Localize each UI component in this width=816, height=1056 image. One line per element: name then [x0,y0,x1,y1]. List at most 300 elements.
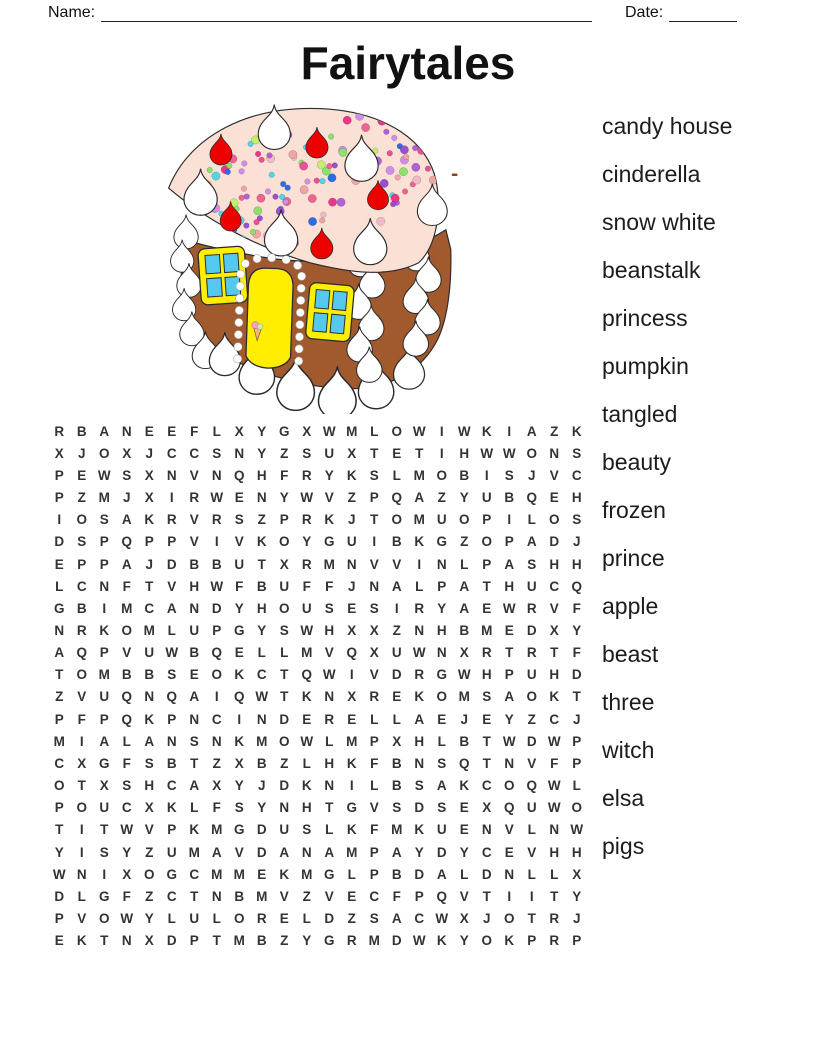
grid-letter[interactable]: M [211,866,223,882]
grid-letter[interactable]: H [549,844,560,860]
grid-letter[interactable]: W [502,445,516,461]
grid-letter[interactable]: Y [257,800,267,816]
grid-letter[interactable]: O [458,512,470,528]
grid-letter[interactable]: C [189,866,200,882]
grid-letter[interactable]: S [527,556,537,572]
grid-letter[interactable]: H [144,778,155,794]
grid-letter[interactable]: O [436,467,447,483]
grid-letter[interactable]: R [324,711,335,727]
grid-letter[interactable]: L [325,822,334,838]
grid-letter[interactable]: J [145,445,153,461]
grid-letter[interactable]: M [346,733,358,749]
grid-letter[interactable]: M [458,689,470,705]
grid-letter[interactable]: V [77,689,87,705]
grid-letter[interactable]: D [279,711,290,727]
grid-letter[interactable]: K [459,778,470,794]
grid-letter[interactable]: K [144,512,155,528]
grid-letter[interactable]: P [189,933,199,949]
grid-letter[interactable]: D [481,866,492,882]
grid-letter[interactable]: E [482,711,492,727]
grid-letter[interactable]: G [323,866,335,882]
grid-letter[interactable]: B [459,467,470,483]
grid-letter[interactable]: B [256,755,267,771]
grid-letter[interactable]: D [324,911,335,927]
grid-letter[interactable]: C [144,600,155,616]
grid-letter[interactable]: B [76,600,87,616]
grid-letter[interactable]: A [279,844,290,860]
grid-letter[interactable]: T [370,512,379,528]
grid-letter[interactable]: Y [572,888,582,904]
grid-letter[interactable]: S [234,800,244,816]
grid-letter[interactable]: X [302,423,312,439]
grid-letter[interactable]: I [214,534,219,550]
grid-letter[interactable]: D [414,800,425,816]
grid-letter[interactable]: A [99,733,110,749]
grid-letter[interactable]: I [102,866,107,882]
grid-letter[interactable]: S [302,822,312,838]
grid-letter[interactable]: G [53,600,65,616]
grid-letter[interactable]: P [482,512,492,528]
grid-letter[interactable]: K [256,534,267,550]
grid-letter[interactable]: J [347,578,356,594]
grid-letter[interactable]: J [572,711,581,727]
grid-letter[interactable]: E [392,689,402,705]
grid-letter[interactable]: L [370,423,379,439]
grid-letter[interactable]: E [167,423,177,439]
grid-letter[interactable]: Q [233,689,245,705]
grid-letter[interactable]: J [460,711,468,727]
grid-letter[interactable]: O [76,667,87,683]
grid-letter[interactable]: L [370,778,379,794]
grid-letter[interactable]: L [550,866,559,882]
grid-letter[interactable]: I [484,467,489,483]
grid-letter[interactable]: O [278,600,290,616]
grid-letter[interactable]: D [166,556,177,572]
grid-letter[interactable]: A [211,844,222,860]
grid-letter[interactable]: P [144,534,154,550]
grid-letter[interactable]: C [166,888,177,904]
grid-letter[interactable]: W [300,490,314,506]
grid-letter[interactable]: O [233,911,245,927]
grid-letter[interactable]: R [414,667,425,683]
grid-letter[interactable]: T [257,556,266,572]
grid-letter[interactable]: G [98,888,110,904]
grid-letter[interactable]: B [76,423,87,439]
grid-letter[interactable]: P [212,622,222,638]
grid-letter[interactable]: X [279,556,289,572]
grid-letter[interactable]: A [189,689,200,705]
grid-letter[interactable]: N [99,578,110,594]
grid-letter[interactable]: U [346,534,357,550]
grid-letter[interactable]: W [457,423,471,439]
grid-letter[interactable]: C [76,578,87,594]
grid-letter[interactable]: W [412,645,426,661]
grid-letter[interactable]: M [53,733,65,749]
grid-letter[interactable]: D [526,622,537,638]
grid-letter[interactable]: P [167,711,177,727]
grid-letter[interactable]: U [234,556,245,572]
grid-letter[interactable]: C [54,755,65,771]
grid-letter[interactable]: T [55,822,64,838]
grid-letter[interactable]: V [189,467,199,483]
grid-letter[interactable]: O [278,534,290,550]
grid-letter[interactable]: C [189,445,200,461]
grid-letter[interactable]: G [323,534,335,550]
grid-letter[interactable]: M [256,733,268,749]
grid-letter[interactable]: N [121,933,132,949]
grid-letter[interactable]: X [347,689,357,705]
grid-letter[interactable]: N [144,689,155,705]
grid-letter[interactable]: O [436,689,447,705]
grid-letter[interactable]: Y [144,911,154,927]
grid-letter[interactable]: J [122,490,131,506]
grid-letter[interactable]: A [504,689,515,705]
grid-letter[interactable]: K [76,933,87,949]
grid-letter[interactable]: L [437,733,446,749]
grid-letter[interactable]: U [189,622,200,638]
grid-letter[interactable]: P [54,490,64,506]
grid-letter[interactable]: F [122,578,131,594]
grid-letter[interactable]: H [459,445,470,461]
grid-letter[interactable]: L [167,911,176,927]
grid-letter[interactable]: A [526,423,537,439]
grid-letter[interactable]: F [212,800,221,816]
grid-letter[interactable]: A [121,556,132,572]
grid-letter[interactable]: N [504,866,515,882]
grid-letter[interactable]: U [391,645,402,661]
grid-letter[interactable]: A [459,578,470,594]
grid-letter[interactable]: X [392,733,402,749]
grid-letter[interactable]: N [54,622,65,638]
grid-letter[interactable]: S [504,467,514,483]
grid-letter[interactable]: V [189,512,199,528]
grid-letter[interactable]: B [256,578,267,594]
grid-letter[interactable]: P [99,534,109,550]
grid-letter[interactable]: L [257,645,266,661]
grid-letter[interactable]: F [122,888,131,904]
grid-letter[interactable]: I [349,778,354,794]
grid-letter[interactable]: N [211,467,222,483]
grid-letter[interactable]: U [99,689,110,705]
grid-letter[interactable]: P [54,711,64,727]
grid-letter[interactable]: J [347,512,356,528]
grid-letter[interactable]: A [526,534,537,550]
grid-letter[interactable]: Z [77,490,86,506]
grid-letter[interactable]: S [437,800,447,816]
grid-letter[interactable]: B [459,733,470,749]
grid-letter[interactable]: Z [145,888,154,904]
grid-letter[interactable]: T [212,933,221,949]
grid-letter[interactable]: D [256,822,267,838]
name-blank-line[interactable] [101,5,592,22]
grid-letter[interactable]: P [414,888,424,904]
grid-letter[interactable]: K [346,467,357,483]
grid-letter[interactable]: O [503,778,515,794]
grid-letter[interactable]: N [166,733,177,749]
grid-letter[interactable]: X [144,490,154,506]
grid-letter[interactable]: K [571,423,582,439]
grid-letter[interactable]: X [122,445,132,461]
grid-letter[interactable]: I [57,512,62,528]
grid-letter[interactable]: O [503,911,515,927]
grid-letter[interactable]: W [547,778,561,794]
grid-letter[interactable]: W [97,467,111,483]
grid-letter[interactable]: G [436,534,447,550]
grid-letter[interactable]: Q [526,778,537,794]
grid-letter[interactable]: P [77,556,87,572]
grid-letter[interactable]: P [99,645,109,661]
grid-letter[interactable]: N [279,800,290,816]
grid-letter[interactable]: M [391,822,403,838]
grid-letter[interactable]: I [507,512,512,528]
grid-letter[interactable]: A [324,844,335,860]
grid-letter[interactable]: G [166,866,177,882]
grid-letter[interactable]: H [256,467,267,483]
grid-letter[interactable]: V [122,645,132,661]
grid-letter[interactable]: A [144,733,155,749]
grid-letter[interactable]: M [98,490,110,506]
grid-letter[interactable]: T [100,822,109,838]
grid-letter[interactable]: C [549,711,560,727]
date-blank-line[interactable] [669,5,737,22]
grid-letter[interactable]: X [482,800,492,816]
grid-letter[interactable]: A [121,512,132,528]
grid-letter[interactable]: X [347,445,357,461]
grid-letter[interactable]: T [550,888,559,904]
grid-letter[interactable]: M [233,933,245,949]
grid-letter[interactable]: F [572,645,581,661]
grid-letter[interactable]: E [302,711,312,727]
grid-letter[interactable]: T [572,689,581,705]
grid-letter[interactable]: D [166,933,177,949]
grid-letter[interactable]: H [301,800,312,816]
grid-letter[interactable]: A [99,423,110,439]
grid-letter[interactable]: Y [257,445,267,461]
grid-letter[interactable]: V [527,755,537,771]
grid-letter[interactable]: I [439,445,444,461]
grid-letter[interactable]: L [190,800,199,816]
grid-letter[interactable]: M [143,622,155,638]
grid-letter[interactable]: I [507,888,512,904]
grid-letter[interactable]: V [167,578,177,594]
grid-letter[interactable]: F [550,755,559,771]
grid-letter[interactable]: B [459,622,470,638]
grid-letter[interactable]: U [279,822,290,838]
grid-letter[interactable]: R [481,645,492,661]
grid-letter[interactable]: X [144,933,154,949]
grid-letter[interactable]: K [189,822,200,838]
grid-letter[interactable]: Y [437,600,447,616]
grid-letter[interactable]: A [459,600,470,616]
grid-letter[interactable]: O [53,778,65,794]
grid-letter[interactable]: T [55,667,64,683]
grid-letter[interactable]: Y [279,490,289,506]
grid-letter[interactable]: T [482,733,491,749]
grid-letter[interactable]: V [504,822,514,838]
grid-letter[interactable]: Y [257,423,267,439]
grid-letter[interactable]: A [504,556,515,572]
grid-letter[interactable]: T [370,445,379,461]
grid-letter[interactable]: J [572,911,581,927]
grid-letter[interactable]: V [324,490,334,506]
grid-letter[interactable]: Z [257,512,266,528]
grid-letter[interactable]: C [481,778,492,794]
grid-letter[interactable]: V [392,556,402,572]
grid-letter[interactable]: V [189,534,199,550]
grid-letter[interactable]: S [302,445,312,461]
grid-letter[interactable]: K [279,866,290,882]
grid-letter[interactable]: Q [301,667,312,683]
grid-letter[interactable]: M [301,645,313,661]
grid-letter[interactable]: Q [503,800,515,816]
grid-letter[interactable]: N [166,467,177,483]
grid-letter[interactable]: D [54,534,65,550]
grid-letter[interactable]: T [482,755,491,771]
grid-letter[interactable]: Q [458,755,470,771]
grid-letter[interactable]: H [571,490,582,506]
grid-letter[interactable]: R [526,645,537,661]
grid-letter[interactable]: W [570,822,584,838]
grid-letter[interactable]: P [369,844,379,860]
grid-letter[interactable]: Q [436,888,447,904]
grid-letter[interactable]: B [391,755,402,771]
grid-letter[interactable]: W [300,733,314,749]
grid-letter[interactable]: S [99,512,109,528]
grid-letter[interactable]: K [346,822,357,838]
grid-letter[interactable]: K [166,800,177,816]
grid-letter[interactable]: M [413,512,425,528]
grid-letter[interactable]: V [459,888,469,904]
grid-letter[interactable]: B [144,667,155,683]
grid-letter[interactable]: N [549,445,560,461]
grid-letter[interactable]: C [369,888,380,904]
grid-letter[interactable]: N [234,445,245,461]
grid-letter[interactable]: K [346,755,357,771]
grid-letter[interactable]: I [529,888,534,904]
grid-letter[interactable]: X [369,645,379,661]
grid-letter[interactable]: Y [324,467,334,483]
grid-letter[interactable]: N [369,578,380,594]
grid-letter[interactable]: P [167,822,177,838]
grid-letter[interactable]: S [122,778,132,794]
grid-letter[interactable]: D [414,866,425,882]
grid-letter[interactable]: X [369,622,379,638]
grid-letter[interactable]: B [211,556,222,572]
grid-letter[interactable]: E [347,888,357,904]
grid-letter[interactable]: E [189,667,199,683]
grid-letter[interactable]: R [346,933,357,949]
grid-letter[interactable]: L [167,622,176,638]
grid-letter[interactable]: R [301,512,312,528]
grid-letter[interactable]: W [322,423,336,439]
grid-letter[interactable]: C [481,844,492,860]
grid-letter[interactable]: V [369,667,379,683]
grid-letter[interactable]: A [436,866,447,882]
grid-letter[interactable]: M [121,600,133,616]
grid-letter[interactable]: D [526,733,537,749]
grid-letter[interactable]: H [256,600,267,616]
grid-letter[interactable]: S [279,622,289,638]
grid-letter[interactable]: C [211,711,222,727]
grid-letter[interactable]: H [324,622,335,638]
grid-letter[interactable]: P [504,534,514,550]
grid-letter[interactable]: K [144,711,155,727]
grid-letter[interactable]: T [527,911,536,927]
grid-letter[interactable]: P [527,933,537,949]
grid-letter[interactable]: M [211,822,223,838]
grid-letter[interactable]: V [279,888,289,904]
grid-letter[interactable]: A [391,578,402,594]
grid-letter[interactable]: W [255,689,269,705]
grid-letter[interactable]: T [505,645,514,661]
grid-letter[interactable]: E [279,911,289,927]
grid-letter[interactable]: Q [346,645,357,661]
grid-letter[interactable]: Y [459,933,469,949]
grid-letter[interactable]: G [98,755,110,771]
grid-letter[interactable]: E [437,711,447,727]
grid-letter[interactable]: I [372,534,377,550]
grid-letter[interactable]: H [571,556,582,572]
grid-letter[interactable]: I [507,423,512,439]
grid-letter[interactable]: N [324,689,335,705]
grid-letter[interactable]: G [233,622,245,638]
grid-letter[interactable]: R [189,490,200,506]
grid-letter[interactable]: P [54,800,64,816]
grid-letter[interactable]: M [301,866,313,882]
grid-letter[interactable]: B [121,667,132,683]
grid-letter[interactable]: X [122,866,132,882]
grid-letter[interactable]: Q [211,645,222,661]
grid-letter[interactable]: O [76,512,87,528]
grid-letter[interactable]: B [189,645,200,661]
grid-letter[interactable]: Q [526,490,537,506]
grid-letter[interactable]: R [256,911,267,927]
grid-letter[interactable]: S [99,844,109,860]
grid-letter[interactable]: K [481,423,492,439]
grid-letter[interactable]: W [547,800,561,816]
grid-letter[interactable]: F [392,888,401,904]
grid-letter[interactable]: Z [460,534,469,550]
grid-letter[interactable]: S [122,467,132,483]
grid-letter[interactable]: Q [233,467,245,483]
grid-letter[interactable]: O [481,534,492,550]
grid-letter[interactable]: L [347,866,356,882]
grid-letter[interactable]: F [190,423,199,439]
grid-letter[interactable]: D [571,667,582,683]
grid-letter[interactable]: H [571,844,582,860]
grid-letter[interactable]: U [279,578,290,594]
grid-letter[interactable]: V [369,800,379,816]
grid-letter[interactable]: K [301,778,312,794]
grid-letter[interactable]: H [549,667,560,683]
grid-letter[interactable]: A [54,645,65,661]
grid-letter[interactable]: N [414,622,425,638]
grid-letter[interactable]: I [79,733,84,749]
grid-letter[interactable]: I [237,711,242,727]
grid-letter[interactable]: X [234,755,244,771]
grid-letter[interactable]: T [482,888,491,904]
grid-letter[interactable]: V [549,600,559,616]
grid-letter[interactable]: N [256,711,267,727]
grid-letter[interactable]: Z [212,755,221,771]
grid-letter[interactable]: K [99,622,110,638]
grid-letter[interactable]: Y [414,844,424,860]
grid-letter[interactable]: M [481,622,493,638]
grid-letter[interactable]: V [234,534,244,550]
grid-letter[interactable]: Z [280,755,289,771]
grid-letter[interactable]: T [280,667,289,683]
grid-letter[interactable]: R [414,600,425,616]
